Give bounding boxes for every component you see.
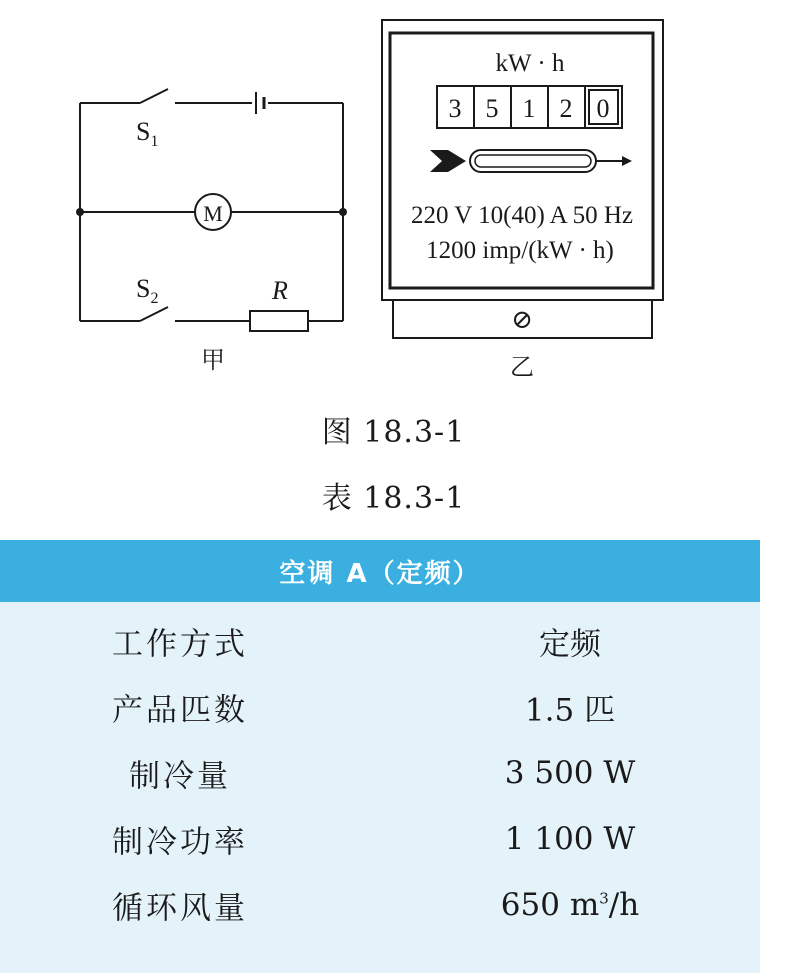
table-row <box>0 608 760 674</box>
meter-unit: kW · h <box>495 50 565 77</box>
spec-table <box>0 540 760 973</box>
table-row <box>0 872 760 938</box>
meter-screw-icon: ⊘ <box>511 305 533 334</box>
row-value: 3 500 W <box>504 755 636 791</box>
row-value-main: 650 m <box>500 887 600 923</box>
motor-label: M <box>203 201 223 226</box>
row-value: 1 100 W <box>504 821 636 857</box>
row-value: 定频 <box>539 626 601 663</box>
table-row <box>0 674 760 740</box>
resistor-label: R <box>272 276 288 305</box>
meter-digit-5: 0 <box>596 94 610 123</box>
battery-symbol <box>256 92 264 114</box>
switch-s2 <box>140 307 168 321</box>
s1-label: $S_1$ <box>136 117 159 150</box>
row-value: 1.5 匹 <box>524 692 616 729</box>
row-name: 制冷量 <box>129 758 231 795</box>
rotation-indicator-icon <box>430 150 632 172</box>
meter-caption: 乙 <box>510 355 534 381</box>
meter-digit-3: 1 <box>522 94 536 123</box>
meter-digit-1: 3 <box>448 94 462 123</box>
switch-s1 <box>140 89 168 103</box>
meter-constant: 1200 imp/(kW · h) <box>426 237 614 264</box>
s2-label: $S_2$ <box>136 274 159 307</box>
resistor-r <box>250 311 308 331</box>
meter-digit-2: 5 <box>485 94 499 123</box>
table-header: 空调 A（定频） <box>0 540 760 602</box>
circuit-caption: 甲 <box>201 348 225 374</box>
row-value-tail: /h <box>608 887 640 923</box>
table-row <box>0 806 760 872</box>
meter-rating: 220 V 10(40) A 50 Hz <box>411 202 633 229</box>
meter-digit-4: 2 <box>559 94 573 123</box>
row-value-superscript: 3 <box>599 889 609 908</box>
table-caption: 表 18.3-1 <box>321 481 466 516</box>
figure-caption: 图 18.3-1 <box>321 415 466 450</box>
junction-dot-right <box>339 208 347 216</box>
row-name: 循环风量 <box>112 890 248 927</box>
row-name: 工作方式 <box>112 626 248 663</box>
row-name: 制冷功率 <box>112 824 248 861</box>
row-value <box>501 887 639 923</box>
figure-18-3-1 <box>0 0 787 400</box>
table-row <box>0 740 760 806</box>
junction-dot-left <box>76 208 84 216</box>
row-name: 产品匹数 <box>112 692 248 729</box>
